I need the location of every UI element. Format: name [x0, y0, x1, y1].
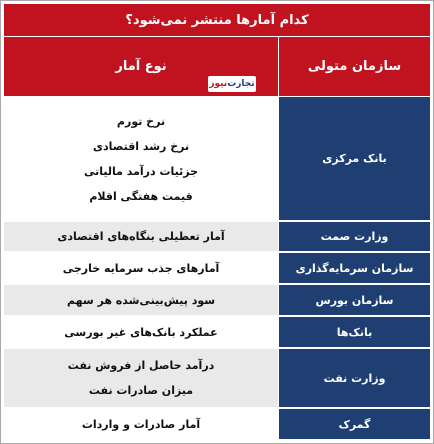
- table-row: [4, 349, 430, 407]
- table-row: [4, 97, 430, 220]
- type-cell: [4, 285, 278, 315]
- table-row: [4, 222, 430, 251]
- org-cell: بانک‌ها: [279, 317, 430, 347]
- statistic-item: نرخ تورم: [116, 114, 166, 128]
- statistic-item: سود پیش‌بینی‌شده هر سهم: [66, 293, 216, 307]
- org-cell: گمرک: [279, 409, 430, 439]
- type-cell: [4, 317, 278, 347]
- org-cell: سازمان بورس: [279, 285, 430, 315]
- type-cell: [4, 253, 278, 283]
- org-cell: بانک مرکزی: [279, 97, 430, 220]
- org-cell: سازمان سرمایه‌گذاری: [279, 253, 430, 283]
- type-cell: [4, 222, 278, 251]
- tejarat-news-logo: [208, 76, 256, 92]
- statistic-item: آمارهای جذب سرمایه خارجی: [62, 261, 220, 275]
- table-row: [4, 409, 430, 439]
- statistic-item: جزئیات درآمد مالیاتی: [83, 164, 199, 178]
- statistic-item: آمار صادرات و واردات: [81, 417, 201, 431]
- type-cell: [4, 349, 278, 407]
- table-row: [4, 317, 430, 347]
- table-row: [4, 285, 430, 315]
- org-cell: وزارت صمت: [279, 222, 430, 251]
- statistic-item: قیمت هفتگی اقلام: [89, 189, 193, 203]
- header-statistic-type: نوع آمار: [4, 37, 278, 96]
- header-organization: سازمان متولی: [279, 37, 430, 96]
- type-cell: [4, 409, 278, 439]
- logo-text-part1: تجارت: [227, 79, 255, 89]
- statistic-item: نرخ رشد اقتصادی: [92, 139, 190, 153]
- statistic-item: آمار تعطیلی بنگاه‌های اقتصادی: [57, 230, 225, 243]
- org-cell: وزارت نفت: [279, 349, 430, 407]
- statistic-item: میزان صادرات نفت: [88, 384, 194, 397]
- type-cell: [4, 97, 278, 220]
- table-row: [4, 253, 430, 283]
- statistic-item: درآمد حاصل از فروش نفت: [67, 359, 215, 372]
- table-title: کدام آمارها منتشر نمی‌شود؟: [4, 4, 430, 36]
- logo-text-part2: نیوز: [209, 79, 228, 89]
- statistic-item: عملکرد بانک‌های غیر بورسی: [64, 325, 218, 339]
